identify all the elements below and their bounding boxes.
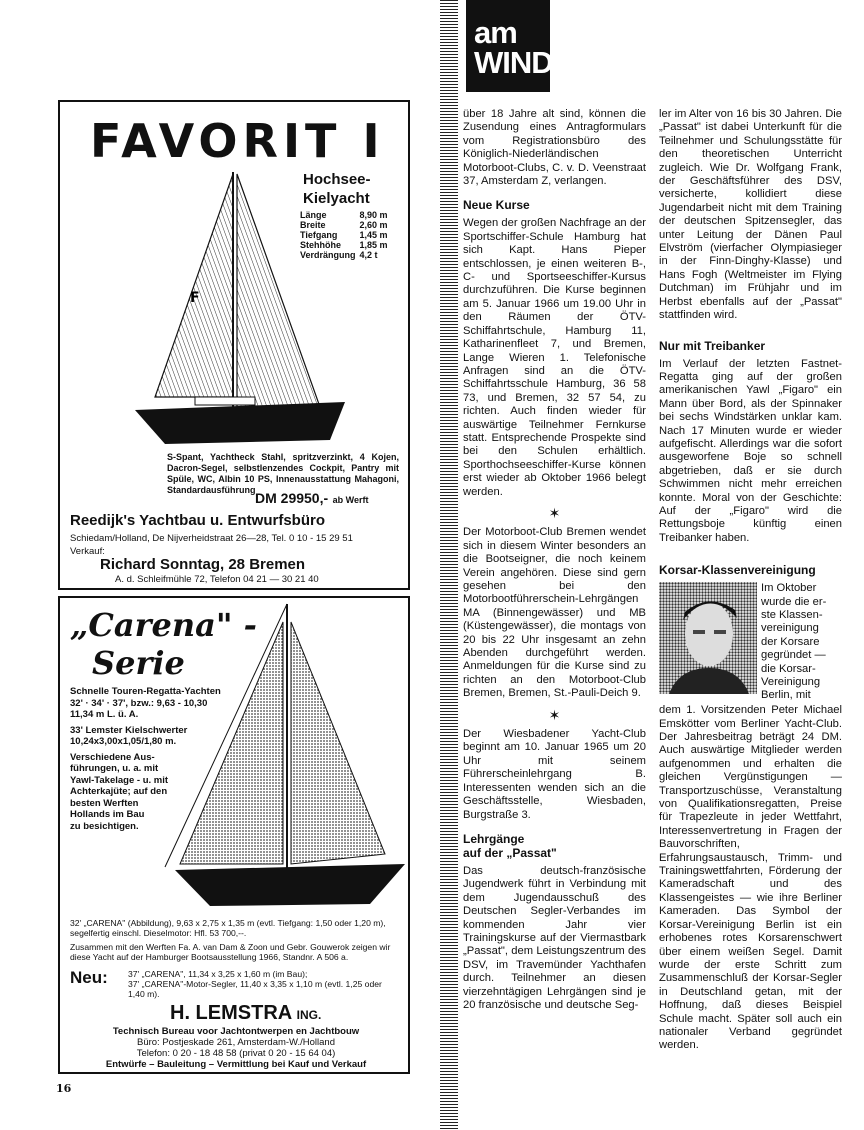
paragraph-neue-kurse: Wegen der großen Nachfrage an der Sportschiffer-Schule Hamburg hat sich Kapt. Hans Pieper entschlossen, je einen weiteren B-, C- und Sportseeschiffer-Kursus durchzuführen. Die Kurse beginnen am 5. Januar 1966 um 19.00 Uhr in den Räumen der ÖTV-Schiffahrtschule, Hamburg 11, Katharinenfleet 7, und Bremen, Lange Wieren 1. Telefonische Anfragen sind an die ÖTV-Schiffahrtsschule Hamburg, 36 58 73, und Bremen, 32 57 54, zu richten. Auch finden wieder für auswärtige Teilnehmer Fernkurse statt. Entsprechende Prospekte sind bei den Schulen erhältlich. Sporthochseeschiffer-Kurse können erst wieder ab Oktober 1966 belegt werden.	[463, 217, 646, 498]
carena-version-line: Verschiedene Aus-	[70, 751, 155, 763]
favorit-sailboat-illustration	[135, 162, 350, 452]
spec-value: 1,45 m	[359, 230, 388, 240]
favorit-price-note: ab Werft	[332, 495, 369, 505]
korsar-side-line: Berlin, mit	[761, 689, 811, 702]
favorit-company: Reedijk's Yachtbau u. Entwurfsbüro	[70, 512, 326, 529]
carena-version-line: Achterkajüte; auf den	[70, 786, 168, 797]
spec-label: Verdrängung	[300, 250, 356, 260]
carena-info: Schnelle Touren-Regatta-Yachten 32' · 34' · 37', bzw.: 9,63 - 10,30 11,34 m L. ü. A. 33' Lemster Kielschwerter 10,24x3,00x1,05/1,80 m. Verschiedene Aus- führungen, u. a. mit Yawl-Takelage - u. mit Achterkajüte; auf den besten Werften Hollands im Bau zu besichtigen.	[70, 686, 221, 832]
am-wind-logo: am WIND	[466, 0, 550, 92]
carena-version-line: Yawl-Takelage - u. mit	[70, 774, 169, 786]
paragraph-lehrgaenge: Das deutsch-französische Jugendwerk führt in Verbindung mit dem Jugendausschuß des Deutschen Segler-Verbandes im kommenden Jahr vier Trainingskurse auf der Viermastbark „Passat", dem Leistungszentrum des DSV, im Travemünder Yachthafen durch. Teilnehmer an diesen vierzehntägigen Lehrgängen sind je 20 französische und deutsche Seg-	[463, 864, 646, 1011]
spec-value: 4,2 t	[359, 250, 378, 260]
favorit-price-row	[255, 490, 368, 508]
spec-label: Stehhöhe	[300, 240, 342, 250]
spec-label: Tiefgang	[300, 230, 338, 240]
korsar-side-line: Vereinigung	[761, 676, 821, 689]
heading-treibanker: Nur mit Treibanker	[659, 338, 766, 353]
favorit-price: DM 29950,-	[255, 490, 329, 506]
carena-detail: 32' „CARENA" (Abbildung), 9,63 x 2,75 x 1,35 m (evtl. Tiefgang: 1,50 oder 1,20 m), segelfertig einschl. Dieselmotor: Hfl. 53 700,--. Zusammen mit den Werften Fa. A. van Dam & Zoon und Gebr. Gouwerok zeigen wir diese Yacht auf der Hamburger Bootsausstellung 1966, Standnr. A 506 a.	[70, 918, 391, 962]
intro-paragraph: über 18 Jahre alt sind, können die Zusendung eines Antragformulars vom Registrationsbüro des Königlich-Niederländischen Motorboot-Clubs, C. v. D. Veenstraat 37, Amsterdam Z, verlangen.	[463, 108, 646, 188]
heading-neue-kurse: Neue Kurse	[463, 198, 530, 213]
korsar-side-line: gegründet —	[761, 649, 826, 662]
star-separator: ✶	[548, 706, 561, 723]
heading-korsar: Korsar-Klassenvereinigung	[659, 563, 816, 578]
carena-neu: Neu:	[70, 968, 108, 987]
heading-lehrgaenge: Lehrgänge auf der „Passat"	[463, 831, 557, 860]
carena-neu-list: 37' „CARENA", 11,34 x 3,25 x 1,60 m (im Bau); 37' „CARENA"-Motor-Segler, 11,40 x 3,35 x 1,10 m (evtl. 1,25 oder 1,40 m).	[128, 969, 382, 999]
paragraph-treibanker: Im Verlauf der letzten Fastnet-Regatta ging auf der großen amerikanischen Yawl „Figaro" ein Mann über Bord, als der Spinnaker bei sechs Windstärken unklar kam. Nach 17 Minuten wurde er wieder aufgefischt. Allerdings war die sofort ausgeworfene Boje so schnell abgetrieben, daß er sie durch Schwimmen nicht mehr erreichen konnte. Moral von der Geschichte: Auf der „Figaro" wird die Rettungsboje künftig einen Treibanker haben.	[659, 357, 842, 544]
paragraph-korsar: dem 1. Vorsitzenden Peter Michael Emskötter vom Berliner Yacht-Club. Der Jahresbeitrag beträgt 24 DM. Auch auswärtige Mitglieder werden aufgenommen und erhalten die gleichen Vergünstigungen — Transportzuschüsse, Veranstaltung von Qualifikationsregatten, Preise für Trapezleute in jeder Wettfahrt, Interessenvertretung in Fragen der Bauvorschriften, Erfahrungsaustausch, Trimm- und Trainingswettfahrten, Förderung der Kameradschaft und des Klassengeistes — wie ihre Berliner Kameraden. Das Symbol der Korsar-Vereinigung Berlin ist ein erhobenes rotes Korsarenschwert über einem weißen Segel. Damit wurde der erste Schritt zum Zusammenschluß der Korsar-Segler in Deutschland getan, mit der Hoffnung, daß dieses Beispiel Schule macht. Später soll auch ein nationaler Verband gegründet werden.	[659, 704, 842, 1052]
spec-label: Breite	[300, 220, 326, 230]
korsar-side-line: der Korsare	[761, 635, 820, 648]
page-number: 16	[56, 1082, 72, 1095]
portrait-photo	[659, 582, 757, 694]
favorit-dealer-address: A. d. Schleifmühle 72, Telefon 04 21 — 30 21 40	[115, 574, 319, 585]
favorit-verkauf-label: Verkauf:	[70, 546, 105, 557]
carena-versions	[70, 752, 221, 833]
spec-label: Länge	[300, 210, 327, 220]
korsar-intro	[659, 582, 842, 704]
favorit-ad	[58, 100, 410, 590]
spec-value: 2,60 m	[359, 220, 388, 230]
article-column-2	[659, 108, 842, 1053]
carena-company: H. LEMSTRA ING.	[170, 1002, 322, 1024]
carena-ad	[58, 596, 410, 1074]
favorit-dealer: Richard Sonntag, 28 Bremen	[100, 556, 306, 573]
paragraph-passat: ler im Alter von 16 bis 30 Jahren. Die „Passat" ist dabei Unterkunft für die Teilnehmer und Schulungsstätte für den theoretischen Unterricht zugleich. Wie Dr. Wolfgang Frank, der Geschäftsführer des DSV, versicherte, kollidiert diese Jugendarbeit nicht mit dem Training der deutschen Spitzensegler, das unter Leitung der Dänen Paul Elvström (vierfacher Olympiasieger in der Finn-Dinghy-Klasse) und Hans Fogh (Weltmeister im Flying Dutchman) im Frühjahr und im Herbst ebenfalls auf der „Passat" stattfinden wird.	[659, 108, 842, 322]
korsar-side-text	[761, 582, 842, 703]
carena-version-line: zu besichtigen.	[70, 820, 139, 832]
favorit-address: Schiedam/Holland, De Nijverheidstraat 26—28, Tel. 0 10 - 15 29 51	[70, 533, 353, 544]
article-column-1	[463, 108, 646, 1012]
svg-text:F: F	[190, 290, 200, 306]
star-separator: ✶	[548, 504, 561, 521]
korsar-side-line: die Korsar-	[761, 662, 816, 675]
carena-version-line: führungen, u. a. mit	[70, 763, 159, 774]
carena-contact: Technisch Bureau voor Jachtontwerpen en Jachtbouw Büro: Postjeskade 261, Amsterdam-W./Holland Telefon: 0 20 - 18 48 58 (privat 0 20 - 15 64 04) Entwürfe – Bauleitung – Vermittlung bei Kauf und Verkauf	[105, 1026, 367, 1070]
spec-value: 8,90 m	[359, 210, 388, 220]
page-divider-stripe	[440, 0, 458, 1130]
carena-version-line: besten Werften	[70, 797, 139, 809]
favorit-description: S-Spant, Yachtheck Stahl, spritzverzinkt, 4 Kojen, Dacron-Segel, selbstlenzendes Cockpit, Pantry mit Spüle, WC, Albin 10 PS, Innenausstattung Mahagoni, Standardausführung	[167, 452, 399, 495]
favorit-subtitle: Hochsee- Kielyacht	[303, 171, 371, 207]
korsar-side-line: ste Klassen-	[761, 609, 823, 621]
carena-title: „Carena" - Serie	[70, 606, 257, 682]
korsar-side-line: Im Oktober	[761, 582, 817, 595]
korsar-side-line: vereinigung	[761, 622, 819, 635]
paragraph-wiesbaden: Der Wiesbadener Yacht-Club beginnt am 10. Januar 1965 um 20 Uhr mit seinem Führerscheinlehrgang B. Interessenten wenden sich an die Geschäftsstelle, Wiesbaden, Burgstraße 3.	[463, 728, 646, 821]
favorit-title: FAVORIT I	[90, 114, 385, 168]
carena-version-line: Hollands im Bau	[70, 809, 145, 820]
korsar-side-line: wurde die er-	[761, 595, 827, 608]
spec-value: 1,85 m	[359, 240, 388, 250]
paragraph-motorboot: Der Motorboot-Club Bremen wendet sich in diesem Winter besonders an die Bootseigner, die noch keinem Verein angehören. Diese sind gern gesehen bei den Motorbootführerschein-Lehrgängen MA (Binnengewässer) und MB (Küstengewässer), die montags von 20 bis 22 Uhr insgesamt an zehn Abenden durchgeführt werden. Anmeldungen für die Kurse sind zu richten an den Motorboot-Club Bremen, Bremen, St.-Pauli-Deich 9.	[463, 526, 646, 700]
